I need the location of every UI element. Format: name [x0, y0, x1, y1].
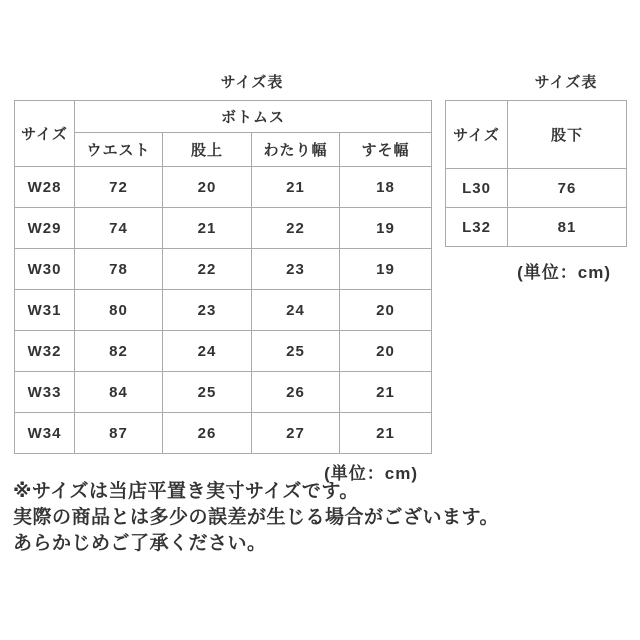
table-row-w33 — [15, 372, 432, 413]
value-cell: 80 — [75, 290, 163, 331]
disclaimer-notes — [13, 479, 499, 557]
size-cell: W29 — [15, 208, 75, 249]
table-row-w31 — [15, 290, 432, 331]
table-row-l30 — [446, 169, 627, 208]
value-cell: 26 — [163, 413, 252, 454]
col-header-inseam: 股下 — [508, 101, 627, 169]
size-cell: W33 — [15, 372, 75, 413]
size-cell: W30 — [15, 249, 75, 290]
size-header-cell: サイズ — [15, 101, 75, 167]
value-cell: 21 — [340, 413, 432, 454]
value-cell: 18 — [340, 167, 432, 208]
col-header-rise: 股上 — [163, 133, 252, 167]
value-cell: 25 — [163, 372, 252, 413]
size-cell: W34 — [15, 413, 75, 454]
note-line-1: ※サイズは当店平置き実寸サイズです。 — [13, 481, 359, 502]
value-cell: 22 — [252, 208, 340, 249]
note-line-2: 実際の商品とは多少の誤差が生じる場合がございます。 — [13, 507, 499, 528]
inseam-size-table — [445, 100, 627, 247]
table-row-w32 — [15, 331, 432, 372]
value-cell: 19 — [340, 208, 432, 249]
table-row-w30 — [15, 249, 432, 290]
value-cell: 20 — [340, 331, 432, 372]
value-cell: 24 — [163, 331, 252, 372]
value-cell: 27 — [252, 413, 340, 454]
value-cell: 21 — [252, 167, 340, 208]
size-cell: W31 — [15, 290, 75, 331]
table-row-w28 — [15, 167, 432, 208]
value-cell: 74 — [75, 208, 163, 249]
size-cell: W28 — [15, 167, 75, 208]
value-cell: 21 — [163, 208, 252, 249]
col-header-hem-width: すそ幅 — [340, 133, 432, 167]
note-line-3: あらかじめご了承ください。 — [13, 533, 267, 554]
inseam-table-title: サイズ表 — [534, 74, 598, 91]
group-header-cell: ボトムス — [75, 101, 432, 133]
group-header-row — [15, 101, 432, 133]
value-cell: 20 — [163, 167, 252, 208]
size-cell: W32 — [15, 331, 75, 372]
table-row-l32 — [446, 208, 627, 247]
value-cell: 76 — [508, 169, 627, 208]
value-cell: 23 — [252, 249, 340, 290]
table-row-w29 — [15, 208, 432, 249]
value-cell: 87 — [75, 413, 163, 454]
value-cell: 82 — [75, 331, 163, 372]
value-cell: 23 — [163, 290, 252, 331]
column-header-row — [446, 101, 627, 169]
value-cell: 21 — [340, 372, 432, 413]
value-cell: 20 — [340, 290, 432, 331]
value-cell: 84 — [75, 372, 163, 413]
table-row-w34 — [15, 413, 432, 454]
col-header-thigh-width: わたり幅 — [252, 133, 340, 167]
value-cell: 81 — [508, 208, 627, 247]
value-cell: 22 — [163, 249, 252, 290]
size-cell: L30 — [446, 169, 508, 208]
value-cell: 26 — [252, 372, 340, 413]
value-cell: 72 — [75, 167, 163, 208]
bottoms-table-title: サイズ表 — [220, 74, 284, 91]
bottoms-size-table — [14, 100, 432, 454]
inseam-unit-label: (単位：cm) — [517, 263, 611, 282]
col-header-waist: ウエスト — [75, 133, 163, 167]
size-cell: L32 — [446, 208, 508, 247]
value-cell: 24 — [252, 290, 340, 331]
value-cell: 78 — [75, 249, 163, 290]
bottoms-unit-label: (単位：cm) — [324, 464, 418, 483]
value-cell: 19 — [340, 249, 432, 290]
value-cell: 25 — [252, 331, 340, 372]
size-header-cell: サイズ — [446, 101, 508, 169]
column-header-row — [15, 133, 432, 167]
